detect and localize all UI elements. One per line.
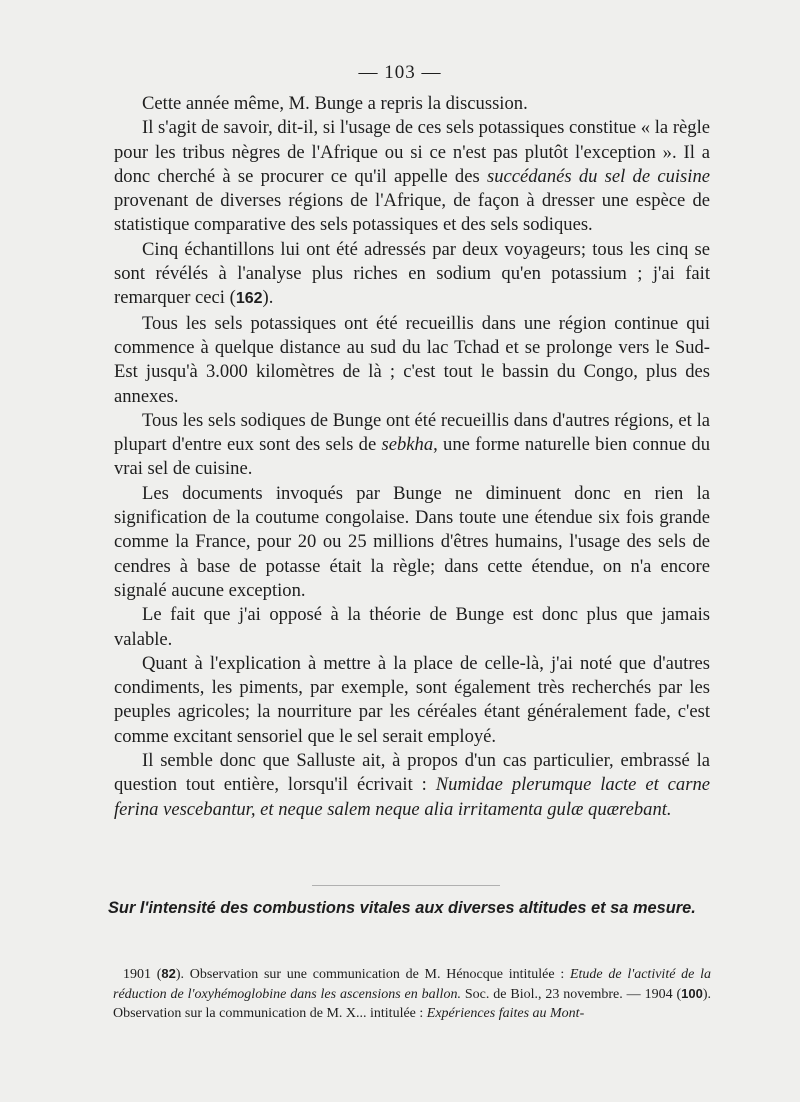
section-divider	[312, 885, 500, 886]
page-number: — 103 —	[358, 62, 442, 83]
latin-quote: Numidae plerumque lacte et carne ferina vescebantur, et neque salem neque alia irritamenta gulæ quærebant.	[114, 774, 710, 820]
paragraph-3: Cinq échantillons lui ont été adressés par deux voyageurs; tous les cinq se sont révélés à l'analyse plus riches en sodium qu'en potassium ; j'ai fait remarquer ceci (162).	[114, 238, 710, 309]
paragraph-7: Le fait que j'ai opposé à la théorie de Bunge est donc plus que jamais valable.	[114, 604, 710, 650]
body-text	[114, 92, 710, 822]
footnote-text: 1901 (82). Observation sur une communication de M. Hénocque intitulée : Etude de l'activité de la réduction de l'oxyhémoglobine dans les ascensions en ballon. Soc. de Biol., 23 novembre. — 1904 (100). Observation sur la communication de M. X... intitulée : Expériences faites au Mont-	[113, 966, 712, 1021]
italic-word: sebkha	[381, 434, 434, 456]
paragraph-1: Cette année même, M. Bunge a repris la discussion.	[142, 93, 528, 114]
reference-number: 162	[235, 290, 263, 308]
footnote	[113, 964, 711, 1023]
section-heading: Sur l'intensité des combustions vitales aux diverses altitudes et sa mesure.	[108, 899, 696, 917]
paragraph-5: Tous les sels sodiques de Bunge ont été recueillis dans d'autres régions, et la plupart d'entre eux sont des sels de sebkha, une forme naturelle bien connue du vrai sel de cuisine.	[114, 409, 711, 480]
paragraph-2: Il s'agit de savoir, dit-il, si l'usage de ces sels potassiques constitue « la règle pour les tribus nègres de l'Afrique ou si ce n'est pas plutôt l'exception ». Il a donc cherché à se procurer ce qu'il appelle des succédanés du sel de cuisine provenant de diverses régions de l'Afrique, de façon à dresser une espèce de statistique comparative des sels potassiques et des sels sodiques.	[114, 117, 710, 236]
italic-phrase: succédanés du sel de cuisine	[486, 165, 710, 187]
footnote-title-2: Expériences faites au Mont-	[426, 1006, 585, 1021]
paragraph-8: Quant à l'explication à mettre à la place de celle-là, j'ai noté que d'autres condiments, les piments, par exemple, sont également très recherchés par les peuples agricoles; la nourriture par les céréales étant généralement fade, c'est comme excitant sensoriel que le sel serait employé.	[114, 652, 710, 747]
paragraph-4: Tous les sels potassiques ont été recueillis dans une région continue qui commence à quelque distance au sud du lac Tchad et se prolonge vers le Sud-Est jusqu'à 3.000 kilomètres de là ; c'est tout le bassin du Congo, plus des annexes.	[114, 312, 710, 407]
footnote-ref-100: 100	[681, 986, 703, 1001]
paragraph-6: Les documents invoqués par Bunge ne diminuent donc en rien la signification de la coutume congolaise. Dans toute une étendue six fois grande comme la France, pour 20 ou 25 millions d'êtres humains, l'usage des sels de cendres à base de potasse était la règle; dans cette étendue, on n'a encore signalé aucune exception.	[114, 482, 710, 601]
paragraph-9: Il semble donc que Salluste ait, à propos d'un cas particulier, embrassé la question tout entière, lorsqu'il écrivait : Numidae plerumque lacte et carne ferina vescebantur, et neque salem neque alia irritamenta gulæ quærebant.	[114, 750, 710, 820]
footnote-title-1: Etude de l'activité de la réduction de l'oxyhémoglobine dans les ascensions en ballon.	[113, 967, 712, 1002]
footnote-ref-82: 82	[161, 966, 176, 981]
